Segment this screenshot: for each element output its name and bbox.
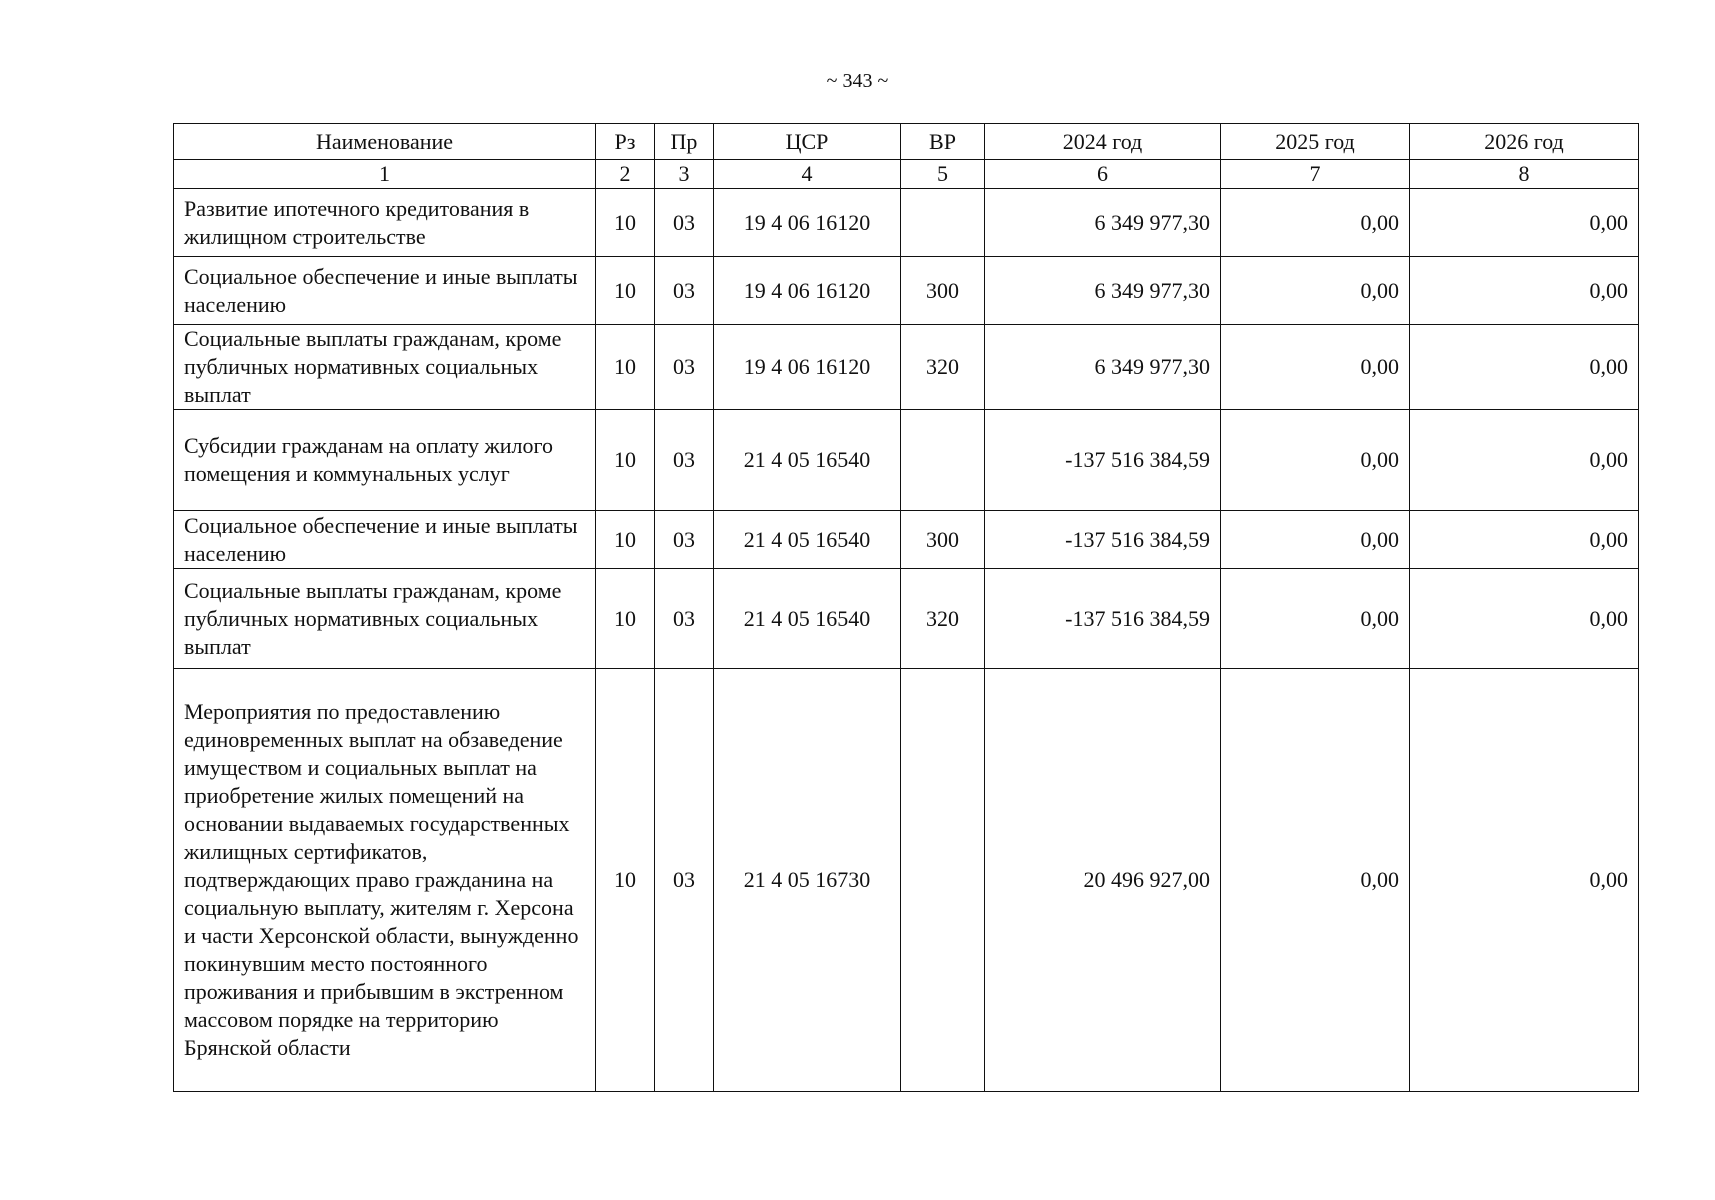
row-2026: 0,00	[1410, 410, 1639, 511]
header-vr: ВР	[901, 124, 985, 160]
row-vr: 300	[901, 257, 985, 325]
row-pr: 03	[655, 325, 714, 410]
row-2026: 0,00	[1410, 325, 1639, 410]
row-2026: 0,00	[1410, 189, 1639, 257]
row-2026: 0,00	[1410, 569, 1639, 669]
row-name: Мероприятия по предоставлению единовременных выплат на обзаведение имуществом и социальных выплат на приобретение жилых помещений на основании выдаваемых государственных жилищных сертификатов, подтверждающих право гражданина на социальную выплату, жителям г. Херсона и части Херсонской области, вынужденно покинувшим место постоянного проживания и прибывшим в экстренном массовом порядке на территорию Брянской области	[174, 669, 596, 1092]
row-2024: 6 349 977,30	[985, 325, 1221, 410]
row-csr: 19 4 06 16120	[714, 257, 901, 325]
row-rz: 10	[596, 325, 655, 410]
row-rz: 10	[596, 569, 655, 669]
header-2026: 2026 год	[1410, 124, 1639, 160]
row-2024: -137 516 384,59	[985, 569, 1221, 669]
table-row	[174, 189, 1639, 257]
row-2025: 0,00	[1221, 569, 1410, 669]
row-csr: 19 4 06 16120	[714, 325, 901, 410]
row-name: Субсидии гражданам на оплату жилого помещения и коммунальных услуг	[174, 410, 596, 511]
column-number: 5	[901, 160, 985, 189]
row-2025: 0,00	[1221, 669, 1410, 1092]
header-row	[174, 124, 1639, 160]
table-row	[174, 569, 1639, 669]
row-2026: 0,00	[1410, 257, 1639, 325]
table-row	[174, 325, 1639, 410]
row-pr: 03	[655, 189, 714, 257]
column-number: 2	[596, 160, 655, 189]
row-csr: 21 4 05 16730	[714, 669, 901, 1092]
row-vr: 320	[901, 569, 985, 669]
column-number: 3	[655, 160, 714, 189]
table-row	[174, 669, 1639, 1092]
column-number: 7	[1221, 160, 1410, 189]
row-pr: 03	[655, 669, 714, 1092]
table-row	[174, 257, 1639, 325]
row-2025: 0,00	[1221, 189, 1410, 257]
table-row	[174, 511, 1639, 569]
row-2024: -137 516 384,59	[985, 511, 1221, 569]
header-name: Наименование	[174, 124, 596, 160]
row-csr: 19 4 06 16120	[714, 189, 901, 257]
row-rz: 10	[596, 669, 655, 1092]
row-pr: 03	[655, 569, 714, 669]
row-vr	[901, 189, 985, 257]
row-vr	[901, 410, 985, 511]
row-rz: 10	[596, 189, 655, 257]
row-pr: 03	[655, 257, 714, 325]
row-2026: 0,00	[1410, 669, 1639, 1092]
row-csr: 21 4 05 16540	[714, 569, 901, 669]
column-number: 1	[174, 160, 596, 189]
row-csr: 21 4 05 16540	[714, 511, 901, 569]
row-vr	[901, 669, 985, 1092]
row-name: Социальные выплаты гражданам, кроме публичных нормативных социальных выплат	[174, 569, 596, 669]
row-name: Развитие ипотечного кредитования в жилищном строительстве	[174, 189, 596, 257]
page-number: ~ 343 ~	[826, 70, 889, 92]
row-2024: -137 516 384,59	[985, 410, 1221, 511]
row-vr: 300	[901, 511, 985, 569]
row-2024: 6 349 977,30	[985, 257, 1221, 325]
row-2025: 0,00	[1221, 511, 1410, 569]
row-2026: 0,00	[1410, 511, 1639, 569]
row-rz: 10	[596, 257, 655, 325]
row-2025: 0,00	[1221, 325, 1410, 410]
row-2025: 0,00	[1221, 257, 1410, 325]
header-2024: 2024 год	[985, 124, 1221, 160]
row-name: Социальное обеспечение и иные выплаты населению	[174, 257, 596, 325]
row-pr: 03	[655, 511, 714, 569]
row-2024: 20 496 927,00	[985, 669, 1221, 1092]
header-pr: Пр	[655, 124, 714, 160]
row-2024: 6 349 977,30	[985, 189, 1221, 257]
column-number: 8	[1410, 160, 1639, 189]
row-rz: 10	[596, 410, 655, 511]
row-rz: 10	[596, 511, 655, 569]
column-number: 6	[985, 160, 1221, 189]
budget-table	[173, 123, 1639, 1092]
column-number-row	[174, 160, 1639, 189]
header-2025: 2025 год	[1221, 124, 1410, 160]
header-rz: Рз	[596, 124, 655, 160]
table-row	[174, 410, 1639, 511]
header-csr: ЦСР	[714, 124, 901, 160]
row-pr: 03	[655, 410, 714, 511]
row-name: Социальное обеспечение и иные выплаты населению	[174, 511, 596, 569]
row-name: Социальные выплаты гражданам, кроме публичных нормативных социальных выплат	[174, 325, 596, 410]
row-2025: 0,00	[1221, 410, 1410, 511]
column-number: 4	[714, 160, 901, 189]
row-csr: 21 4 05 16540	[714, 410, 901, 511]
row-vr: 320	[901, 325, 985, 410]
